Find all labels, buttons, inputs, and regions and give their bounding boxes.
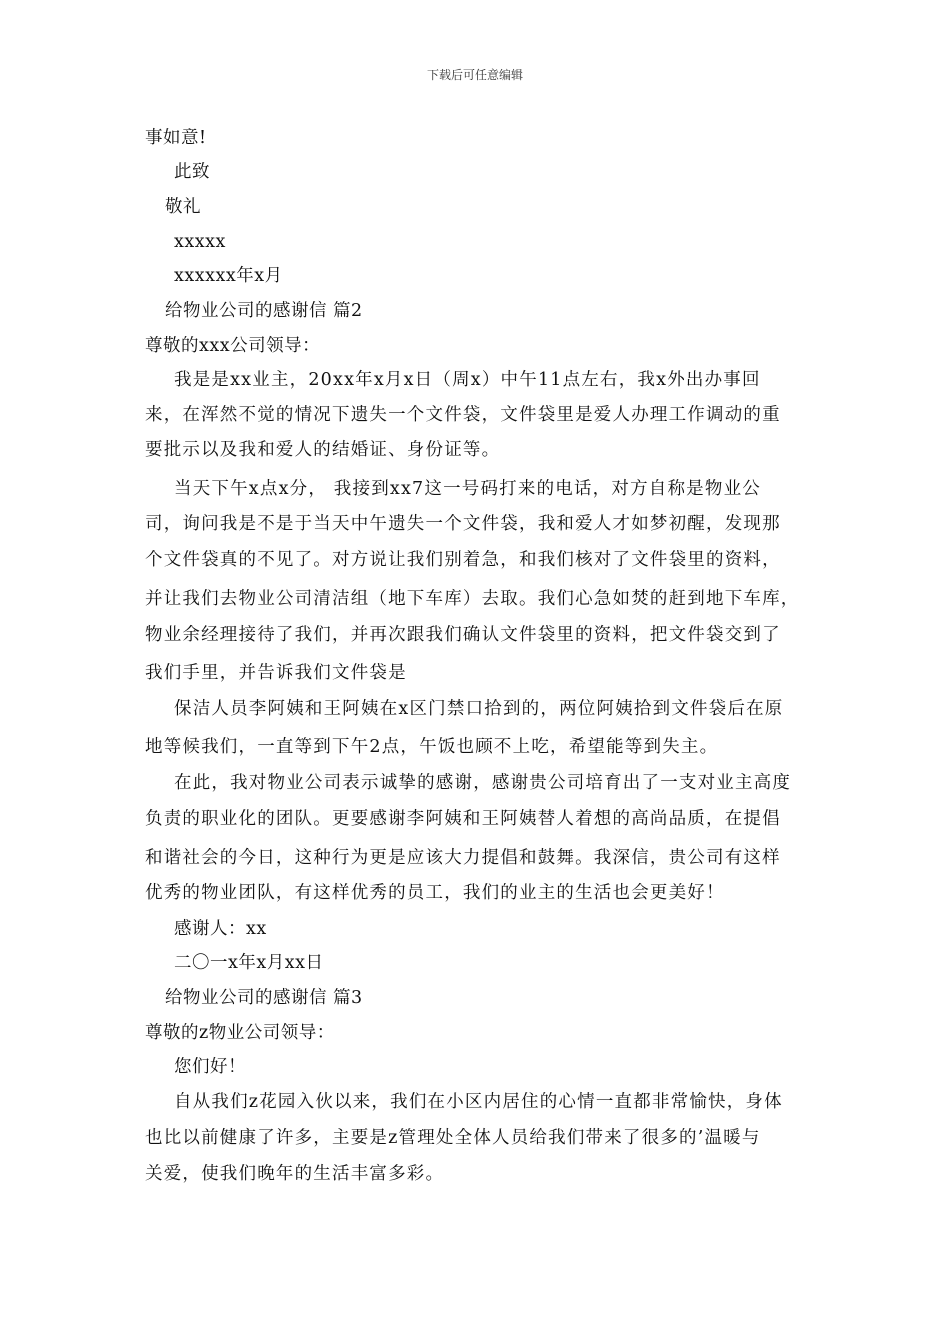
signature-line: 感谢人：xx [174, 919, 267, 939]
closing-line: 此致 [174, 162, 210, 182]
section-heading: 给物业公司的感谢信 篇3 [165, 988, 363, 1008]
paragraph-line: 在此，我对物业公司表示诚挚的感谢，感谢贵公司培育出了一支对业主高度 [174, 773, 792, 793]
paragraph-line: 负责的职业化的团队。更要感谢李阿姨和王阿姨替人着想的高尚品质，在提倡 [145, 809, 781, 829]
paragraph-line: 个文件袋真的不见了。对方说让我们别着急，和我们核对了文件袋里的资料， [145, 550, 781, 570]
paragraph-line: 关爱，使我们晚年的生活丰富多彩。 [145, 1164, 445, 1184]
date-line: 二〇一x年x月xx日 [174, 953, 324, 973]
paragraph-line: 司，询问我是不是于当天中午遗失一个文件袋，我和爱人才如梦初醒，发现那 [145, 514, 781, 534]
paragraph-line: 也比以前健康了许多，主要是z管理处全体人员给我们带来了很多的’温暖与 [145, 1128, 761, 1148]
paragraph-line: 当天下午x点x分， 我接到xx7这一号码打来的电话，对方自称是物业公 [174, 479, 761, 499]
section-heading: 给物业公司的感谢信 篇2 [165, 301, 363, 321]
signature-line: xxxxx [174, 232, 226, 252]
paragraph-line: 地等候我们，一直等到下午2点，午饭也顾不上吃，希望能等到失主。 [145, 737, 719, 757]
paragraph-line: 自从我们z花园入伙以来，我们在小区内居住的心情一直都非常愉快，身体 [174, 1092, 783, 1112]
paragraph-line: 物业余经理接待了我们，并再次跟我们确认文件袋里的资料，把文件袋交到了 [145, 625, 781, 645]
text-line: 事如意! [145, 128, 207, 148]
salutation: 尊敬的z物业公司领导： [145, 1023, 335, 1043]
paragraph-line: 优秀的物业团队，有这样优秀的员工，我们的业主的生活也会更美好！ [145, 883, 725, 903]
salutation: 尊敬的xxx公司领导： [145, 336, 321, 356]
page-header: 下载后可任意编辑 [426, 68, 523, 82]
paragraph-line: 我是是xx业主，20xx年x月x日（周x）中午11点左右，我x外出办事回 [174, 370, 761, 390]
paragraph-line: 要批示以及我和爱人的结婚证、身份证等。 [145, 440, 501, 460]
paragraph-line: 和谐社会的今日，这种行为更是应该大力提倡和鼓舞。我深信，贵公司有这样 [145, 848, 781, 868]
greeting-line: 您们好！ [174, 1057, 246, 1077]
paragraph-line: 我们手里，并告诉我们文件袋是 [145, 663, 407, 683]
paragraph-line: 并让我们去物业公司清洁组（地下车库）去取。我们心急如焚的赶到地下车库， [145, 589, 800, 609]
closing-line: 敬礼 [165, 197, 201, 217]
paragraph-line: 保洁人员李阿姨和王阿姨在x区门禁口拾到的，两位阿姨拾到文件袋后在原 [174, 699, 784, 719]
paragraph-line: 来，在浑然不觉的情况下遗失一个文件袋，文件袋里是爱人办理工作调动的重 [145, 405, 781, 425]
date-line: xxxxxx年x月 [174, 266, 283, 286]
